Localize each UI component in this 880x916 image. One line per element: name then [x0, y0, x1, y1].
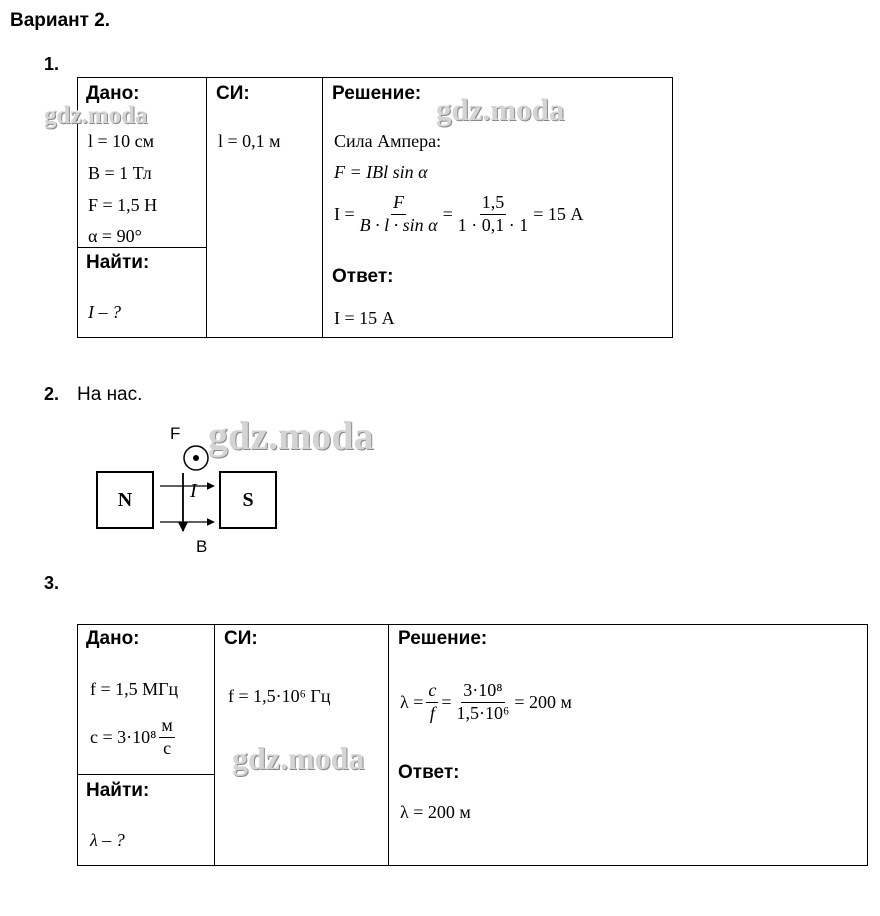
problem-3-divider-given	[214, 624, 215, 866]
problem-1-given-heading: Дано:	[86, 83, 140, 104]
problem-1-number: 1.	[44, 54, 60, 74]
problem-3-divider-find	[77, 774, 215, 775]
problem-3-fraction-2-den: 1,5·10⁶	[456, 702, 510, 723]
problem-1-given-b: B = 1 Тл	[88, 163, 152, 183]
problem-3-table	[77, 624, 868, 866]
problem-3-si-value: f = 1,5·10⁶ Гц	[228, 686, 331, 706]
problem-1-si-heading: СИ:	[216, 83, 250, 104]
problem-3-given-f: f = 1,5 МГц	[90, 679, 179, 699]
problem-3-given-c	[90, 716, 178, 759]
problem-1-answer-heading: Ответ:	[332, 266, 394, 287]
watermark: gdz.moda	[232, 740, 365, 776]
problem-1-fraction-1	[358, 193, 440, 236]
problem-1-fraction-2-num: 1,5	[480, 193, 507, 215]
problem-3-unit-num: м	[159, 716, 174, 738]
problem-1-divider-given	[206, 77, 207, 338]
problem-3-find-heading: Найти:	[86, 780, 150, 801]
problem-3-fraction-2	[455, 681, 512, 724]
page-title: Вариант 2.	[10, 10, 111, 31]
problem-1-eq-mid: =	[442, 203, 453, 224]
problem-1-divider-si	[322, 77, 323, 338]
problem-1-eq-lhs: I =	[334, 203, 355, 224]
problem-1-fraction-1-den: B · l · sin α	[359, 214, 438, 235]
problem-3-given-c-value: c = 3·10⁸	[90, 726, 157, 747]
problem-1-si-value: l = 0,1 м	[218, 131, 281, 151]
problem-1-fraction-2-den: 1 · 0,1 · 1	[457, 214, 529, 235]
problem-1-ampere-formula: F = IBl sin α	[334, 162, 428, 182]
watermark: gdz.moda	[208, 413, 374, 458]
label-current: I	[190, 480, 197, 502]
magnet-north-pole: N	[96, 471, 154, 529]
problem-3-answer: λ = 200 м	[400, 802, 471, 822]
problem-3-eq-rhs: = 200 м	[514, 691, 572, 712]
problem-2-number: 2.	[44, 384, 60, 404]
label-force: F	[170, 424, 181, 443]
watermark: gdz.moda	[436, 92, 565, 127]
problem-3-divider-si	[388, 624, 389, 866]
problem-3-fraction-1-num: c	[426, 681, 438, 703]
problem-3-given-heading: Дано:	[86, 628, 140, 649]
problem-1-solution-text: Сила Ампера:	[334, 131, 442, 151]
problem-1-given-f: F = 1,5 Н	[88, 195, 158, 215]
problem-3-answer-heading: Ответ:	[398, 762, 460, 783]
problem-3-solution-heading: Решение:	[398, 628, 488, 649]
problem-3-equation	[400, 681, 572, 724]
problem-2-answer-text: На нас.	[77, 384, 143, 405]
problem-3-fraction-1-den: f	[429, 702, 435, 723]
problem-3-si-heading: СИ:	[224, 628, 258, 649]
problem-3-eq-mid: =	[441, 691, 452, 712]
problem-3-given-c-unit	[159, 716, 174, 759]
problem-1-equation	[334, 193, 583, 236]
problem-3-fraction-2-num: 3·10⁸	[461, 681, 504, 703]
problem-1-given-alpha: α = 90°	[88, 226, 142, 246]
problem-1-fraction-2	[456, 193, 531, 236]
magnet-south-pole: S	[219, 471, 277, 529]
problem-3-fraction-1	[426, 681, 438, 724]
problem-1-eq-rhs: = 15 А	[533, 203, 584, 224]
problem-1-solution-heading: Решение:	[332, 83, 422, 104]
problem-1-given-l: l = 10 см	[88, 131, 155, 151]
problem-1-find-heading: Найти:	[86, 252, 150, 273]
force-dot-icon	[193, 455, 199, 461]
problem-3-find: λ – ?	[90, 830, 125, 850]
problem-1-find: I – ?	[88, 302, 121, 322]
problem-1-divider-find	[77, 247, 207, 248]
problem-1-answer: I = 15 А	[334, 308, 395, 328]
problem-1-fraction-1-num: F	[391, 193, 406, 215]
label-field-b: B	[196, 537, 208, 556]
problem-3-number: 3.	[44, 573, 60, 593]
problem-3-unit-den: с	[163, 737, 172, 758]
watermark: gdz.moda	[44, 102, 148, 129]
problem-3-eq-lhs: λ =	[400, 691, 424, 712]
